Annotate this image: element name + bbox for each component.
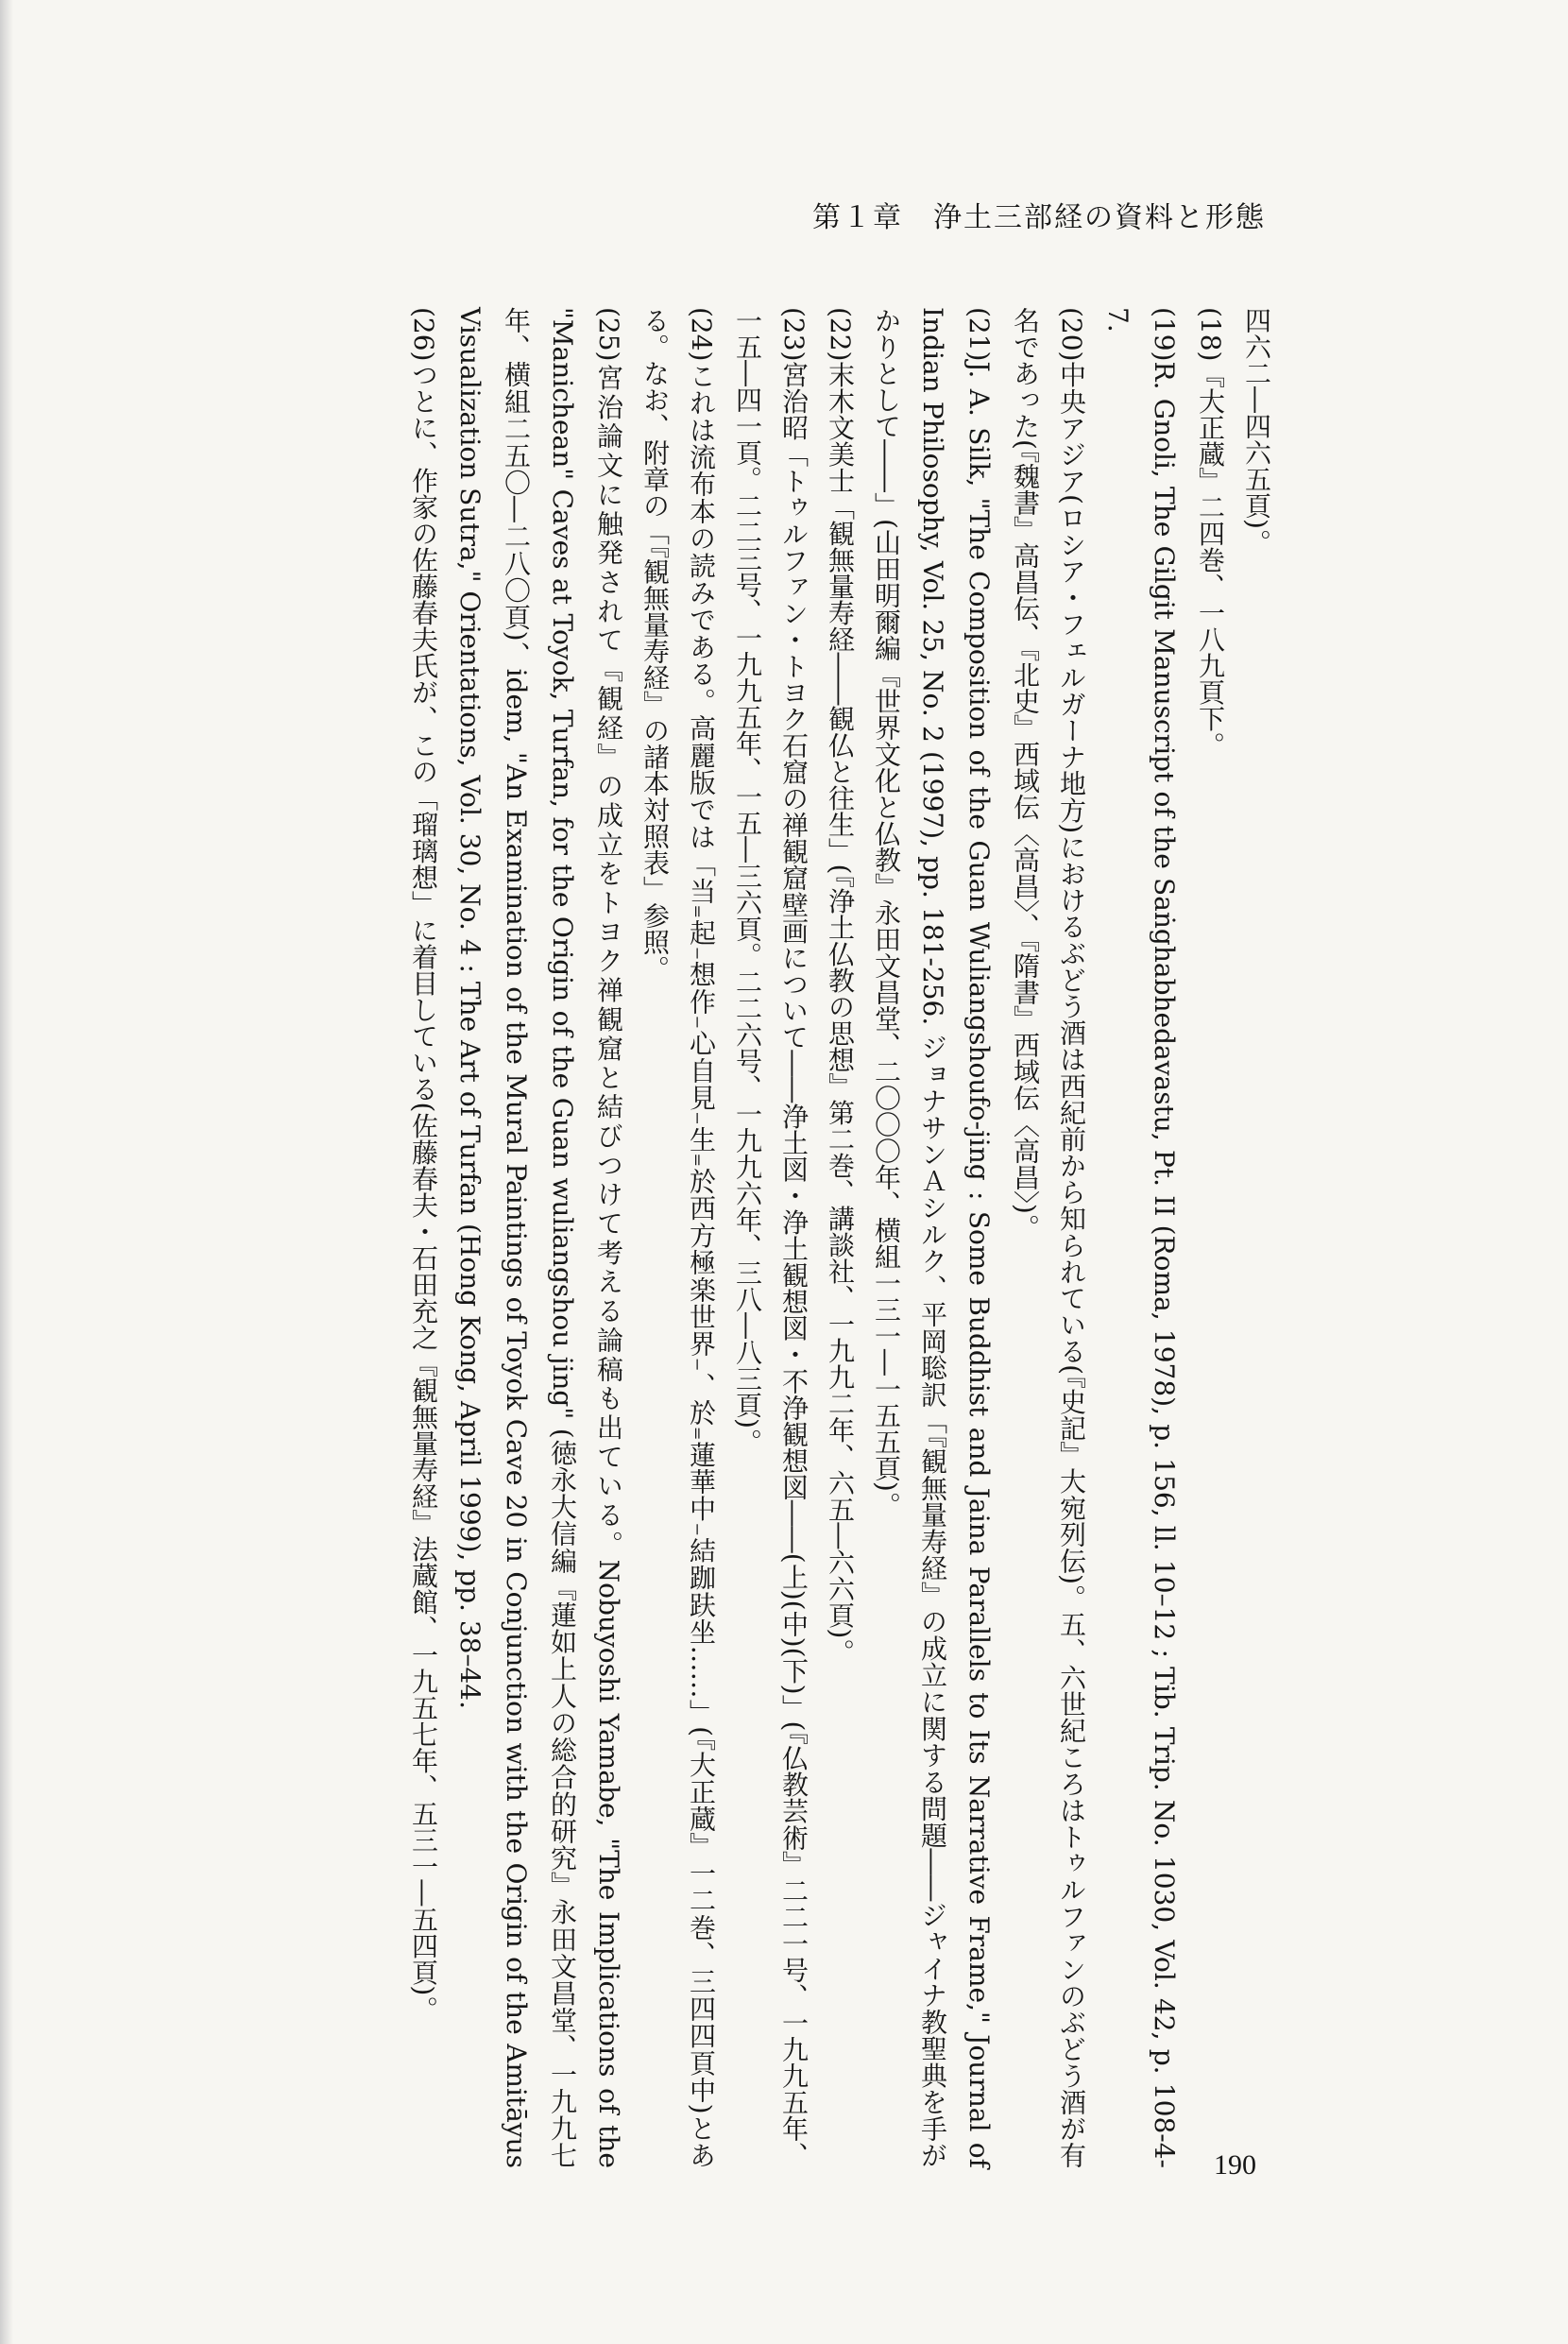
endnote bbox=[632, 307, 724, 2168]
note-number: (24) bbox=[686, 307, 717, 362]
endnote bbox=[447, 307, 632, 2168]
note-text: 末木文美士「観無量寿経――観仏と往生」(『浄土仏教の思想』第二巻、講談社、一九九二年、六五―六六頁)。 bbox=[825, 361, 856, 1666]
note-text: これは流布本の読みである。高麗版では「当₌起₋想作₋心自見₋生₌於西方極楽世界₋、於₌蓮華中₋結跏趺坐……」(『大正蔵』一二巻、三四四頁中)とある。なお、附章の「『観無量寿経』の諸本対照表」参照。 bbox=[639, 307, 717, 2168]
page-number: 190 bbox=[1214, 2149, 1256, 2181]
note-number: (18) bbox=[1195, 307, 1226, 362]
note-number: (22) bbox=[825, 307, 856, 362]
note-text: 宮治論文に触発されて『観経』の成立をトヨク禅観窟と結びつけて考える論稿も出ている。Nobuyoshi Yamabe, "The Implications of the "Manichean" Caves at Toyok, Turfan, for the Origin of the Guan wuliangshou jing" (徳永大信編『蓮如上人の総合的研究』永田文昌堂、一九九七年、横組二五〇―二八〇頁)、idem, "An Examination of the Mural Paintings of Toyok Cave 20 in Conjunction with the Origin of the Amitāyus Visualization Sutra," Orientations, Vol. 30, No. 4 : The Art of Turfan (Hong Kong, April 1999), pp. 38–44. bbox=[454, 307, 624, 2168]
running-head: 第１章 浄土三部経の資料と形態 bbox=[812, 201, 1266, 234]
note-text: つとに、作家の佐藤春夫氏が、この「瑠璃想」に着目している(佐藤春夫・石田充之『観無量寿経』法蔵館、一九五七年、五三一―五四頁)。 bbox=[408, 361, 439, 2023]
note-text: J. A. Silk, "The Composition of the Guan Wuliangshoufo-jing : Some Buddhist and Jaina Parallels to Its Narrative Frame," Journal of Indian Philosophy, Vol. 25, No. 2 (1997), pp. 181-256. ジョナサンＡシルク、平岡聡訳「『観無量寿経』の成立に関する問題――ジャイナ教聖典を手がかりとして――」(山田明爾編『世界文化と仏教』永田文昌堂、二〇〇〇年、横組一三一―一五五頁)。 bbox=[871, 307, 995, 2168]
note-text: 中央アジア(ロシア・フェルガーナ地方)におけるぶどう酒は西紀前から知られている(『史記』大宛列伝)。五、六世紀ころはトゥルファンのぶどう酒が有名であった(『魏書』高昌伝、『北史』西域伝〈高昌〉、『隋書』西域伝〈高昌〉)。 bbox=[1010, 307, 1087, 2168]
endnote bbox=[1234, 307, 1280, 2168]
endnote bbox=[1095, 307, 1187, 2168]
note-text: R. Gnoli, The Gilgit Manuscript of the Saṅghabhedavastu, Pt. II (Roma, 1978), p. 156, ll. 10–12 ; Tib. Trip. No. 1030, Vol. 42, p. 108-4-7. bbox=[1102, 307, 1180, 2168]
endnote bbox=[724, 307, 817, 2168]
endnote bbox=[863, 307, 1002, 2168]
note-number: (20) bbox=[1056, 307, 1087, 362]
endnote bbox=[401, 307, 447, 2168]
note-number: (23) bbox=[778, 307, 810, 362]
note-text: 宮治昭「トゥルファン・トヨク石窟の禅観窟壁画について――浄土図・浄土観想図・不浄観想図――(上)(中)(下)」(『仏教芸術』二二一号、一九九五年、一五―四一頁。二二三号、一九九五年、一五―三六頁。二二六号、一九九六年、三八―八三頁)。 bbox=[732, 307, 810, 2168]
endnote bbox=[1002, 307, 1095, 2168]
note-number: (19) bbox=[1149, 307, 1180, 362]
binding-shadow bbox=[0, 0, 13, 2344]
note-number: (25) bbox=[593, 307, 624, 362]
note-number: (26) bbox=[408, 307, 439, 362]
endnotes-column bbox=[109, 307, 1280, 2168]
endnote bbox=[1187, 307, 1234, 2168]
note-text: 四六二―四六五頁)。 bbox=[1241, 307, 1272, 556]
note-number: (21) bbox=[963, 307, 995, 362]
endnote bbox=[817, 307, 863, 2168]
note-text: 『大正蔵』二四巻、一八九頁下。 bbox=[1195, 361, 1226, 759]
